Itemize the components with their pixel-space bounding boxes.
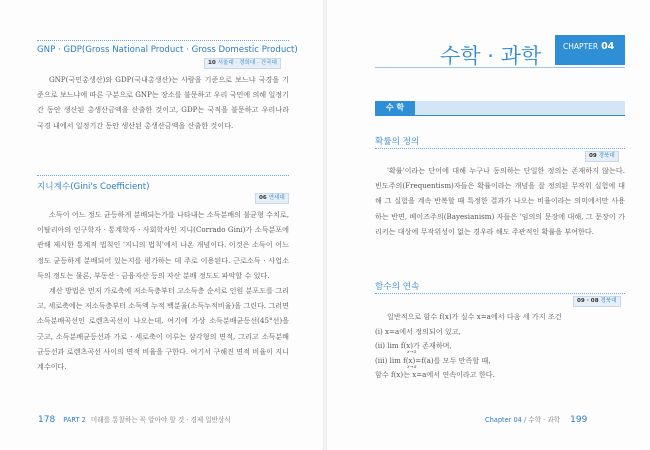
section-divider: [375, 148, 625, 149]
section-body-gini: [37, 207, 289, 374]
section-divider: [375, 293, 625, 294]
math-line: (ⅱ) lim f(x)가 존재하며,: [375, 341, 452, 350]
math-line: 일반적으로 함수 f(x)가 실수 x=a에서 다음 세 가지 조건: [387, 312, 562, 321]
math-line: (ⅲ) lim f(x)=f(a)를 모두 만족할 때,: [375, 355, 491, 365]
paragraph: 계산 방법은 먼저 가로축에 저소득층부터 고소득층 순서로 인원 분포도를 그리고, 세로축에는 저소득층부터 소득액 누적 백분율(소득누적비율)을 그린다. 그러면 소득분배곡선인 로렌츠곡선이 나오는데, 여기에 가상 소득분배균등선(45°선)을 긋고, 소득분배균등선과 가로 · 세로축이 이루는 삼각형의 면적, 그리고 소득분배균등선과 로렌츠곡선 사이의 면적 비율을 구한다. 여기서 구해진 면적 비율이 지니계수이다.: [37, 286, 289, 372]
tag-keywords: 서울대 · 경희대 · 건국대: [217, 60, 277, 66]
tag-keywords: 연세대: [268, 195, 285, 201]
section-title-continuity: 함수의 연속: [375, 282, 420, 292]
tag-number: 10: [208, 60, 216, 66]
math-line: 함수 f(x)는 x=a에서 연속이라고 한다.: [375, 370, 495, 379]
limit-subscript: x→a: [407, 350, 417, 355]
chapter-rule: [375, 67, 625, 68]
running-head-chapter: Chapter 04: [485, 416, 522, 424]
paragraph: 소득이 어느 정도 균등하게 분배되는가를 나타내는 소득분배의 불균형 수치로, 이탈리아의 인구학자 · 통계학자 · 사회학자인 지니(Corrado Gini)가 소득분포에 관해 제시한 통계적 법칙인 '지니의 법칙'에서 나온 개념이다. 이것은 소득이 어느 정도 균등하게 분배되어 있는지를 평가하는 데 주로 이용된다. 근로소득 · 사업소득의 정도는 물론, 부동산 · 금융자산 등의 자산 분배 정도도 파악할 수 있다.: [37, 210, 289, 280]
page-number: 178: [38, 415, 56, 425]
subject-bar-fill: [415, 101, 625, 115]
running-head-title: / 수학 · 과학: [523, 416, 561, 424]
tag-number: 09 · 08: [577, 298, 599, 304]
chapter-title: 수학 · 과학: [440, 44, 542, 68]
section-tag-gini: [255, 193, 289, 204]
right-page-footer: [485, 414, 587, 425]
section-tag-probability: [585, 151, 619, 162]
section-body-gnp-gdp: [37, 72, 289, 133]
tag-keywords: 경북대: [598, 153, 615, 159]
chapter-band: [555, 35, 625, 65]
section-divider: [37, 40, 289, 41]
paragraph: '확률'이라는 단어에 대해 누구나 동의하는 단일한 정의는 존재하지 않는다. 빈도주의(Frequentism)자들은 확률이라는 개념을 잘 정의된 무작위 실험에 대해 그 실험을 계속 반복할 때 특정한 결과가 나오는 비율이라는 의미에서만 사용하는 반면, 베이즈주의(Bayesianism) 자들은 '임의의 문장에 대해, 그 문장이 가리키는 대상에 무작위성이 없는 경우라 해도 주관적인 확률을 부여한다.: [375, 166, 625, 236]
section-tag-continuity: [573, 296, 621, 307]
section-title-probability: 확률의 정의: [375, 137, 420, 147]
section-body-continuity: [375, 310, 625, 383]
left-page-footer: [38, 414, 231, 425]
page-number: 199: [570, 415, 588, 425]
tag-keywords: 경북대: [600, 298, 617, 304]
section-body-probability: [375, 163, 625, 239]
limit-subscript: x→a: [407, 365, 417, 370]
section-title-gnp-gdp: GNP · GDP(Gross National Product · Gross Domestic Product): [37, 45, 298, 55]
tag-number: 06: [259, 195, 267, 201]
page-gutter: [323, 0, 327, 450]
paragraph: GNP(국민총생산)와 GDP(국내총생산)는 사람을 기준으로 보느냐 국경을 기준으로 보느냐에 따른 구분으로 GNP는 장소를 불문하고 우리 국민에 의해 일정기간 동안 생산된 총생산금액을 산출한 것이고, GDP는 국적을 불문하고 우리나라 국경 내에서 일정기간 동안 생산된 총생산금액을 산출한 것이다.: [37, 75, 289, 130]
subject-bar: [375, 101, 625, 116]
chapter-label: CHAPTER: [563, 42, 599, 51]
chapter-number: 04: [601, 41, 615, 52]
subject-label: 수 학: [375, 101, 415, 115]
tag-number: 09: [589, 153, 597, 159]
part-title: 미래를 통찰하는 꼭 알아야 할 것 · 경제 일반상식: [90, 416, 231, 424]
section-title-gini: 지니계수(Gini's Coefficient): [37, 182, 150, 192]
math-line: (ⅰ) x=a에서 정의되어 있고,: [375, 326, 461, 336]
part-label: PART 2: [63, 416, 86, 424]
section-tag-gnp-gdp: [204, 58, 281, 69]
section-divider: [37, 175, 289, 176]
